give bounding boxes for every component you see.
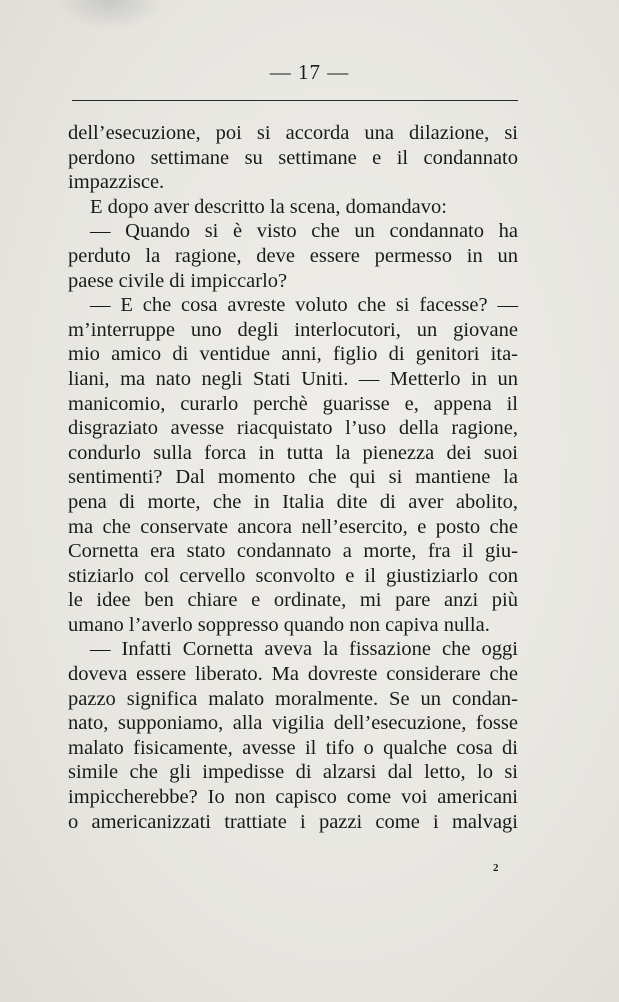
- body-text: [68, 121, 518, 834]
- text-line: — Infatti Cornetta aveva la fissazione che oggi: [90, 638, 518, 661]
- header-rule: [72, 100, 518, 101]
- text-line: simile che gli impedisse di alzarsi dal letto, lo si: [68, 761, 518, 784]
- text-line: disgraziato avesse riacquistato l’uso della ragione,: [68, 417, 518, 440]
- text-line: pena di morte, che in Italia dite di aver abolito,: [68, 490, 518, 513]
- text-line: sentimenti? Dal momento che qui si mantiene la: [68, 466, 518, 489]
- text-line: perduto la ragione, deve essere permesso in un: [68, 244, 518, 267]
- text-line: E dopo aver descritto la scena, domandavo:: [90, 195, 447, 218]
- text-line: liani, ma nato negli Stati Uniti. — Metterlo in un: [68, 367, 518, 390]
- text-line: malato fisicamente, avesse il tifo o qualche cosa di: [68, 736, 518, 759]
- text-line: mio amico di ventidue anni, figlio di genitori ita-: [68, 343, 518, 366]
- text-line: — E che cosa avreste voluto che si facesse? —: [90, 294, 518, 317]
- text-line: perdono settimane su settimane e il condannato: [68, 146, 518, 169]
- text-line: le idee ben chiare e ordinate, mi pare anzi più: [68, 589, 518, 612]
- page-number-header: — 17 —: [269, 60, 350, 84]
- text-line: impiccherebbe? Io non capisco come voi americani: [68, 786, 518, 809]
- text-line: — Quando si è visto che un condannato ha: [90, 220, 518, 243]
- text-line: condurlo sulla forca in tutta la pienezza dei suoi: [68, 441, 518, 464]
- text-line: Cornetta era stato condannato a morte, fra il giu-: [68, 540, 518, 563]
- text-line: umano l’averlo soppresso quando non capiva nulla.: [68, 613, 490, 636]
- text-line: o americanizzati trattiate i pazzi come i malvagi: [68, 810, 518, 833]
- text-line: doveva essere liberato. Ma dovreste considerare che: [68, 663, 518, 686]
- text-line: manicomio, curarlo perchè guarisse e, appena il: [68, 392, 518, 415]
- paper-stain: [55, 0, 165, 30]
- text-line: ma che conservate ancora nell’esercito, e posto che: [68, 515, 518, 538]
- signature-mark: 2: [493, 862, 499, 874]
- text-line: dell’esecuzione, poi si accorda una dilazione, si: [68, 122, 518, 144]
- text-line: m’interruppe uno degli interlocutori, un giovane: [68, 318, 518, 341]
- text-line: pazzo significa malato moralmente. Se un condan-: [68, 687, 518, 710]
- text-line: paese civile di impiccarlo?: [68, 269, 288, 292]
- text-line: impazzisce.: [68, 171, 165, 194]
- text-line: stiziarlo col cervello sconvolto e il giustiziarlo con: [68, 564, 518, 587]
- text-line: nato, supponiamo, alla vigilia dell’esecuzione, fosse: [68, 712, 518, 735]
